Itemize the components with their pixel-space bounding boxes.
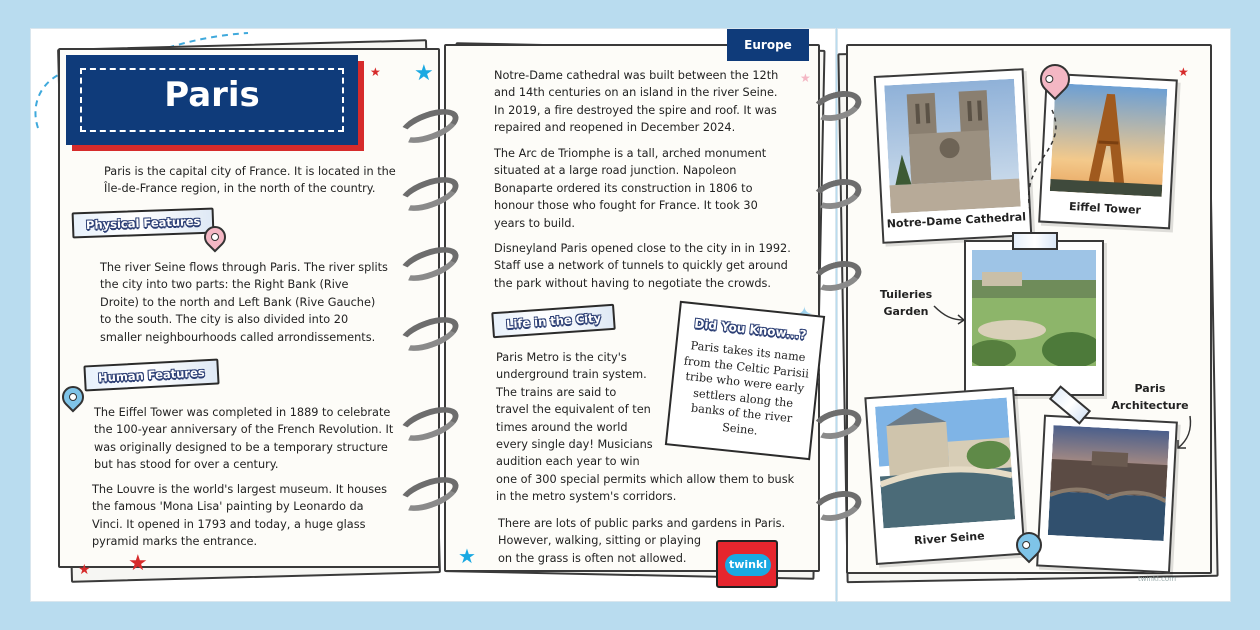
disneyland-text: Disneyland Paris opened close to the city in in 1992. Staff use a network of tunnels to quickly get around the park without having to negotiate the crowds. [494,242,791,290]
notre-dame-text: Notre-Dame cathedral was built between the 12th and 14th centuries on an island in the river Seine. In 2019, a fire destroyed the spire and roof. It was repaired and reopened in December 2024. [494,69,779,135]
human-features-text-2: The Louvre is the world's largest museum. It houses the famous 'Mona Lisa' painting by Leonardo da Vinci. It opened in 1793 and today, a huge glass pyramid marks the entrance. [92,483,388,549]
tape-strip [1012,232,1058,250]
human-features-heading: Human Features [83,358,219,391]
notre-dame-image [884,79,1021,214]
metro-line: The trains are said to [496,385,617,399]
metro-line: audition each year to win [496,455,640,469]
star-icon: ★ [1178,65,1189,79]
photo-caption: River Seine [913,529,986,548]
arrow-icon [930,302,970,326]
did-you-know-title: Did You Know...? [693,316,808,343]
physical-features-text: The river Seine flows through Paris. The river splits the city into two parts: the Right Bank (Rive Droite) to the north and Left Bank (Rive Gauche) to the south. The city is also divided into 20 smaller neighbourhoods called arrondissements. [100,261,388,344]
did-you-know-text: Paris takes its name from the Celtic Parisii tribe who were early settlers along the banks of the river Seine. [683,339,810,438]
copyright-mark: twinkl.com [1138,575,1177,583]
intro-text: Paris is the capital city of France. It is located in the Île-de-France region, in the north of the country. [104,165,396,196]
metro-line: travel the equivalent of ten [496,403,651,417]
twinkl-logo [716,540,778,588]
photo-caption: Eiffel Tower [1068,200,1142,217]
title-banner [66,55,358,145]
photo-caption: Notre-Dame Cathedral [886,210,1027,231]
metro-line: times around the world [496,420,628,434]
river-seine-image [875,398,1015,529]
parks-line: on the grass is often not allowed. [498,551,687,565]
photo-paris-architecture [1036,415,1178,574]
did-you-know-card [665,301,825,460]
star-icon: ★ [800,71,811,85]
metro-line: every single day! Musicians [496,438,653,452]
parks-line: There are lots of public parks and gardens in Paris. [498,517,786,530]
photo-tuileries-garden [964,240,1104,396]
region-tag: Europe [727,29,809,61]
photo-river-seine [864,387,1025,565]
page-title: Paris [164,75,260,115]
paris-architecture-image [1048,425,1170,541]
dashed-connector [1010,80,1070,220]
photo-notre-dame [874,68,1033,244]
star-icon: ★ [78,562,91,578]
life-in-the-city-heading: Life in the City [491,304,616,339]
physical-features-heading: Physical Features [72,208,215,239]
tuileries-label: Tuileries Garden [879,288,933,318]
metro-line: in the metro system's corridors. [496,490,677,504]
parks-line: However, walking, sitting or playing [498,534,702,548]
paris-architecture-label-text: Paris Architecture [1111,382,1189,412]
human-features-text-1: The Eiffel Tower was completed in 1889 to celebrate the 100-year anniversary of the French Revolution. It was originally designed to be a temporary structure but has stood for over a century. [94,406,394,472]
metro-line: one of 300 special permits which allow them to busk [496,472,795,486]
star-icon: ★ [128,551,148,576]
arc-de-triomphe-text: The Arc de Triomphe is a tall, arched monument situated at a large road junction. Napoleon Bonaparte ordered its construction in 1806 to honour those who fought for France. It took 30 years to build. [494,147,767,230]
tuileries-garden-image [972,250,1096,366]
twinkl-logo-text: twinkl [725,554,771,576]
metro-line: underground train system. [496,368,647,382]
paris-architecture-label [1110,380,1190,414]
star-icon: ★ [370,65,381,79]
star-icon: ★ [414,61,434,86]
star-icon: ★ [458,544,476,568]
metro-line: Paris Metro is the city's [496,351,627,364]
arrow-icon [1172,414,1198,454]
